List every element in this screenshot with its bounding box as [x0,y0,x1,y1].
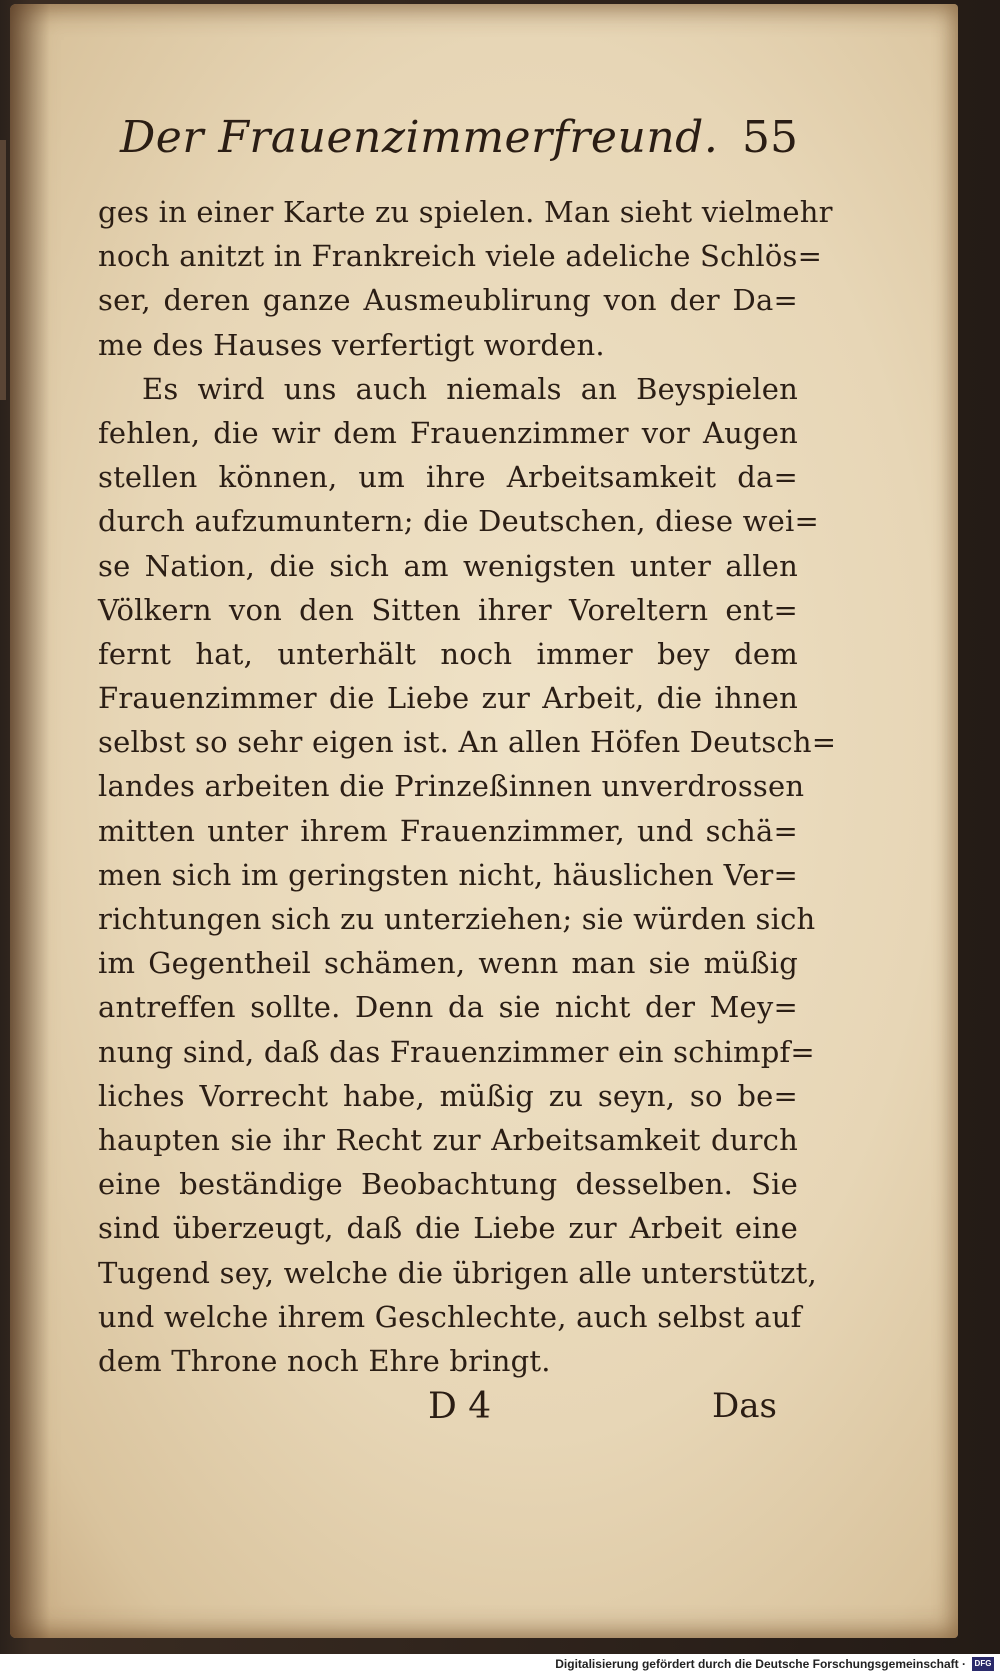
text-line: haupten sie ihr Recht zur Arbeitsamkeit durch [98,1122,798,1157]
text-line: im Gegentheil schämen, wenn man sie müßig [98,946,798,981]
text-line: antreffen sollte. Denn da sie nicht der Mey= [98,990,798,1025]
text-line: ges in einer Karte zu spielen. Man sieht vielmehr [98,195,833,229]
text-line: selbst so sehr eigen ist. An allen Höfen Deutsch= [98,725,837,760]
text-line: se Nation, die sich am wenigsten unter allen [98,548,798,583]
text-line: sind überzeugt, daß die Liebe zur Arbeit eine [98,1211,798,1246]
text-line: Tugend sey, welche die übrigen alle unterstützt, [98,1255,817,1290]
text-line: durch aufzumuntern; die Deutschen, diese wei= [98,504,819,539]
text-line: fernt hat, unterhält noch immer bey dem [98,636,798,671]
text-line: fehlen, die wir dem Frauenzimmer vor Augen [98,415,798,450]
text-line: landes arbeiten die Prinzeßinnen unverdrossen [98,769,805,804]
text-line: eine beständige Beobachtung desselben. Sie [98,1167,798,1202]
text-line: mitten unter ihrem Frauenzimmer, und schä= [98,813,798,848]
text-line: me des Hauses verfertigt worden. [98,327,605,362]
text-line: ser, deren ganze Ausmeublirung von der Da= [98,283,798,318]
text-line: liches Vorrecht habe, müßig zu seyn, so be= [98,1078,798,1113]
digitization-credit: Digitalisierung gefördert durch die Deutsche Forschungsgemeinschaft · [555,1657,966,1671]
text-line: men sich im geringsten nicht, häuslichen Ver= [98,857,798,892]
scan-left-edge [0,140,6,400]
text-line: Völkern von den Sitten ihrer Voreltern ent= [98,592,798,627]
signature-mark: D 4 [428,1386,492,1427]
text-line: Es wird uns auch niemals an Beyspielen [142,371,798,406]
page-gutter-shadow [10,4,50,1638]
page-number: 55 [742,112,798,163]
text-line: Frauenzimmer die Liebe zur Arbeit, die ihnen [98,681,798,716]
text-line: dem Throne noch Ehre bringt. [98,1343,551,1378]
text-line: und welche ihrem Geschlechte, auch selbst auf [98,1299,802,1334]
text-line: richtungen sich zu unterziehen; sie würden sich [98,902,816,936]
text-line: stellen können, um ihre Arbeitsamkeit da= [98,460,798,495]
text-line: noch anitzt in Frankreich viele adeliche Schlös= [98,239,823,274]
catchword: Das [712,1386,777,1426]
running-title: Der Frauenzimmerfreund. [120,112,719,163]
body-text [98,190,837,1383]
dfg-logo: DFG [972,1657,994,1671]
text-line: nung sind, daß das Frauenzimmer ein schimpf= [98,1034,815,1069]
